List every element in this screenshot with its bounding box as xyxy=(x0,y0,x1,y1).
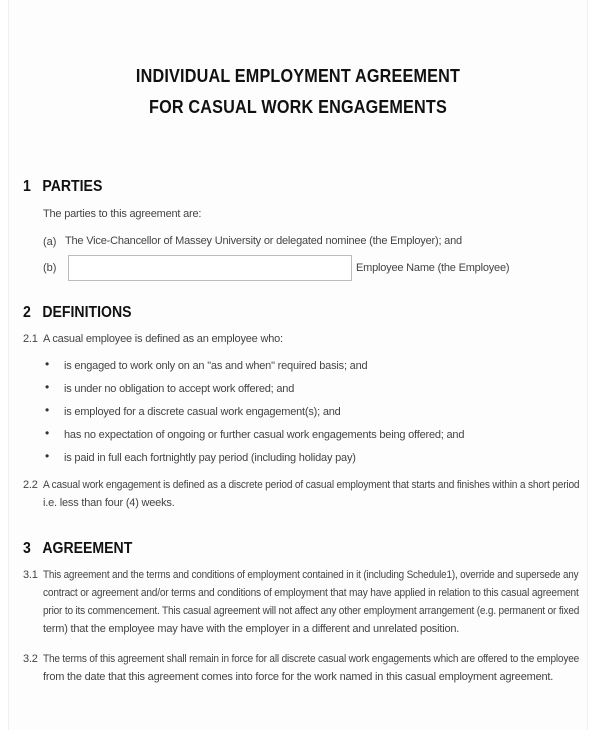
section-agreement-heading xyxy=(23,540,132,558)
clause-2-1-number: 2.1 xyxy=(23,333,38,345)
definition-bullet-1: is engaged to work only on an "as and when" required basis; and xyxy=(64,360,368,372)
party-a-text: The Vice-Chancellor of Massey University or delegated nominee (the Employer); and xyxy=(65,235,462,247)
clause-2-2-line-2: i.e. less than four (4) weeks. xyxy=(43,497,175,509)
clause-3-1-line-2: contract or agreement and/or terms and conditions of employment that may have applied in relation to this casual agreement xyxy=(43,587,579,599)
clause-2-2-number: 2.2 xyxy=(23,479,38,491)
party-a-label: (a) xyxy=(43,236,57,248)
bullet-icon: • xyxy=(45,449,50,463)
parties-intro: The parties to this agreement are: xyxy=(43,208,202,220)
clause-2-2-line-1: A casual work engagement is defined as a discrete period of casual employment that starts and finishes within a short period xyxy=(43,479,580,491)
party-b-label: (b) xyxy=(43,262,57,274)
clause-3-2-number: 3.2 xyxy=(23,653,38,665)
section-number: 1 xyxy=(23,178,31,195)
clause-2-1-text: A casual employee is defined as an employee who: xyxy=(43,333,283,345)
bullet-icon: • xyxy=(45,357,50,371)
definition-bullet-2: is under no obligation to accept work offered; and xyxy=(64,383,295,395)
definition-bullet-3: is employed for a discrete casual work engagement(s); and xyxy=(64,406,341,418)
bullet-icon: • xyxy=(45,426,50,440)
section-number: 2 xyxy=(23,304,31,321)
clause-3-2-line-1: The terms of this agreement shall remain in force for all discrete casual work engagements which are offered to the employee xyxy=(43,653,580,665)
section-number: 3 xyxy=(23,540,31,557)
clause-3-2-line-2: from the date that this agreement comes into force for the work named in this casual employment agreement. xyxy=(43,671,554,683)
document-page xyxy=(8,0,588,730)
clause-3-1-line-3: prior to its commencement. This casual agreement will not affect any other employment arrangement (e.g. permanent or fixed xyxy=(43,605,580,617)
clause-3-1-number: 3.1 xyxy=(23,569,38,581)
bullet-icon: • xyxy=(45,403,50,417)
document-title-line-1: INDIVIDUAL EMPLOYMENT AGREEMENT xyxy=(135,66,461,86)
bullet-icon: • xyxy=(45,380,50,394)
section-parties-heading xyxy=(23,178,102,196)
section-title: DEFINITIONS xyxy=(42,304,132,321)
section-definitions-heading xyxy=(23,304,132,322)
section-title: PARTIES xyxy=(42,178,103,195)
definition-bullet-5: is paid in full each fortnightly pay period (including holiday pay) xyxy=(64,452,356,464)
clause-3-1-line-1: This agreement and the terms and conditions of employment contained in it (including Schedule1), override and supersede any xyxy=(43,569,579,581)
definition-bullet-4: has no expectation of ongoing or further casual work engagements being offered; and xyxy=(64,429,465,441)
employee-name-field[interactable] xyxy=(68,255,352,281)
section-title: AGREEMENT xyxy=(42,540,133,557)
party-b-text: Employee Name (the Employee) xyxy=(356,262,510,274)
clause-3-1-line-4: term) that the employee may have with the employer in a different and unrelated position. xyxy=(43,623,460,635)
document-title-line-2: FOR CASUAL WORK ENGAGEMENTS xyxy=(149,97,447,117)
